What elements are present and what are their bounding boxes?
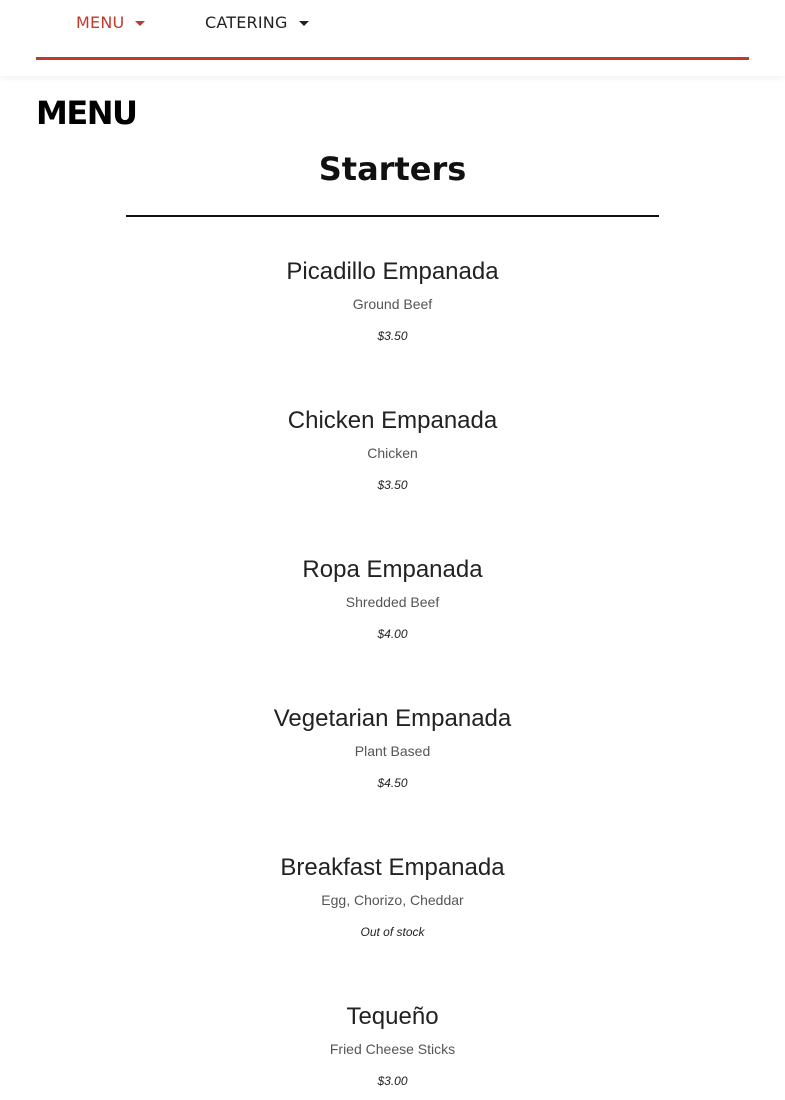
caret-down-icon — [299, 21, 309, 26]
menu-item-description: Plant Based — [354, 743, 431, 759]
menu-item-description: Chicken — [367, 445, 418, 461]
menu-item — [0, 554, 785, 703]
top-navigation-bar — [0, 0, 785, 76]
nav-menu-label: MENU — [76, 13, 125, 32]
menu-item-description: Egg, Chorizo, Cheddar — [321, 892, 464, 908]
menu-item — [0, 1001, 785, 1100]
menu-item — [0, 703, 785, 852]
menu-item-name: Chicken Empanada — [287, 407, 498, 434]
menu-item-description: Shredded Beef — [345, 594, 440, 610]
nav-catering-label: CATERING — [205, 13, 288, 32]
menu-item-price: $3.50 — [377, 329, 408, 343]
nav-menu-dropdown[interactable] — [76, 13, 145, 32]
menu-item-price: $3.00 — [377, 1074, 408, 1088]
section-divider — [126, 215, 659, 217]
main-nav — [36, 0, 749, 60]
nav-catering-dropdown[interactable] — [205, 13, 309, 32]
menu-item-name: Picadillo Empanada — [286, 258, 499, 285]
menu-item-price: $4.00 — [377, 627, 408, 641]
menu-item-name: Breakfast Empanada — [280, 854, 505, 881]
menu-item-name: Ropa Empanada — [302, 556, 483, 583]
menu-item — [0, 405, 785, 554]
menu-item-description: Ground Beef — [352, 296, 433, 312]
menu-item-name: Vegetarian Empanada — [273, 705, 512, 732]
menu-item-price: $4.50 — [377, 776, 408, 790]
menu-item-price: $3.50 — [377, 478, 408, 492]
menu-item — [0, 852, 785, 1001]
page-title: MENU — [36, 94, 137, 132]
menu-item — [0, 256, 785, 405]
menu-item-list — [0, 256, 785, 1100]
section-title: Starters — [318, 150, 467, 188]
menu-item-name: Tequeño — [346, 1003, 439, 1030]
menu-item-stock-status: Out of stock — [360, 925, 425, 939]
caret-down-icon — [135, 21, 145, 26]
menu-item-description: Fried Cheese Sticks — [329, 1041, 456, 1057]
